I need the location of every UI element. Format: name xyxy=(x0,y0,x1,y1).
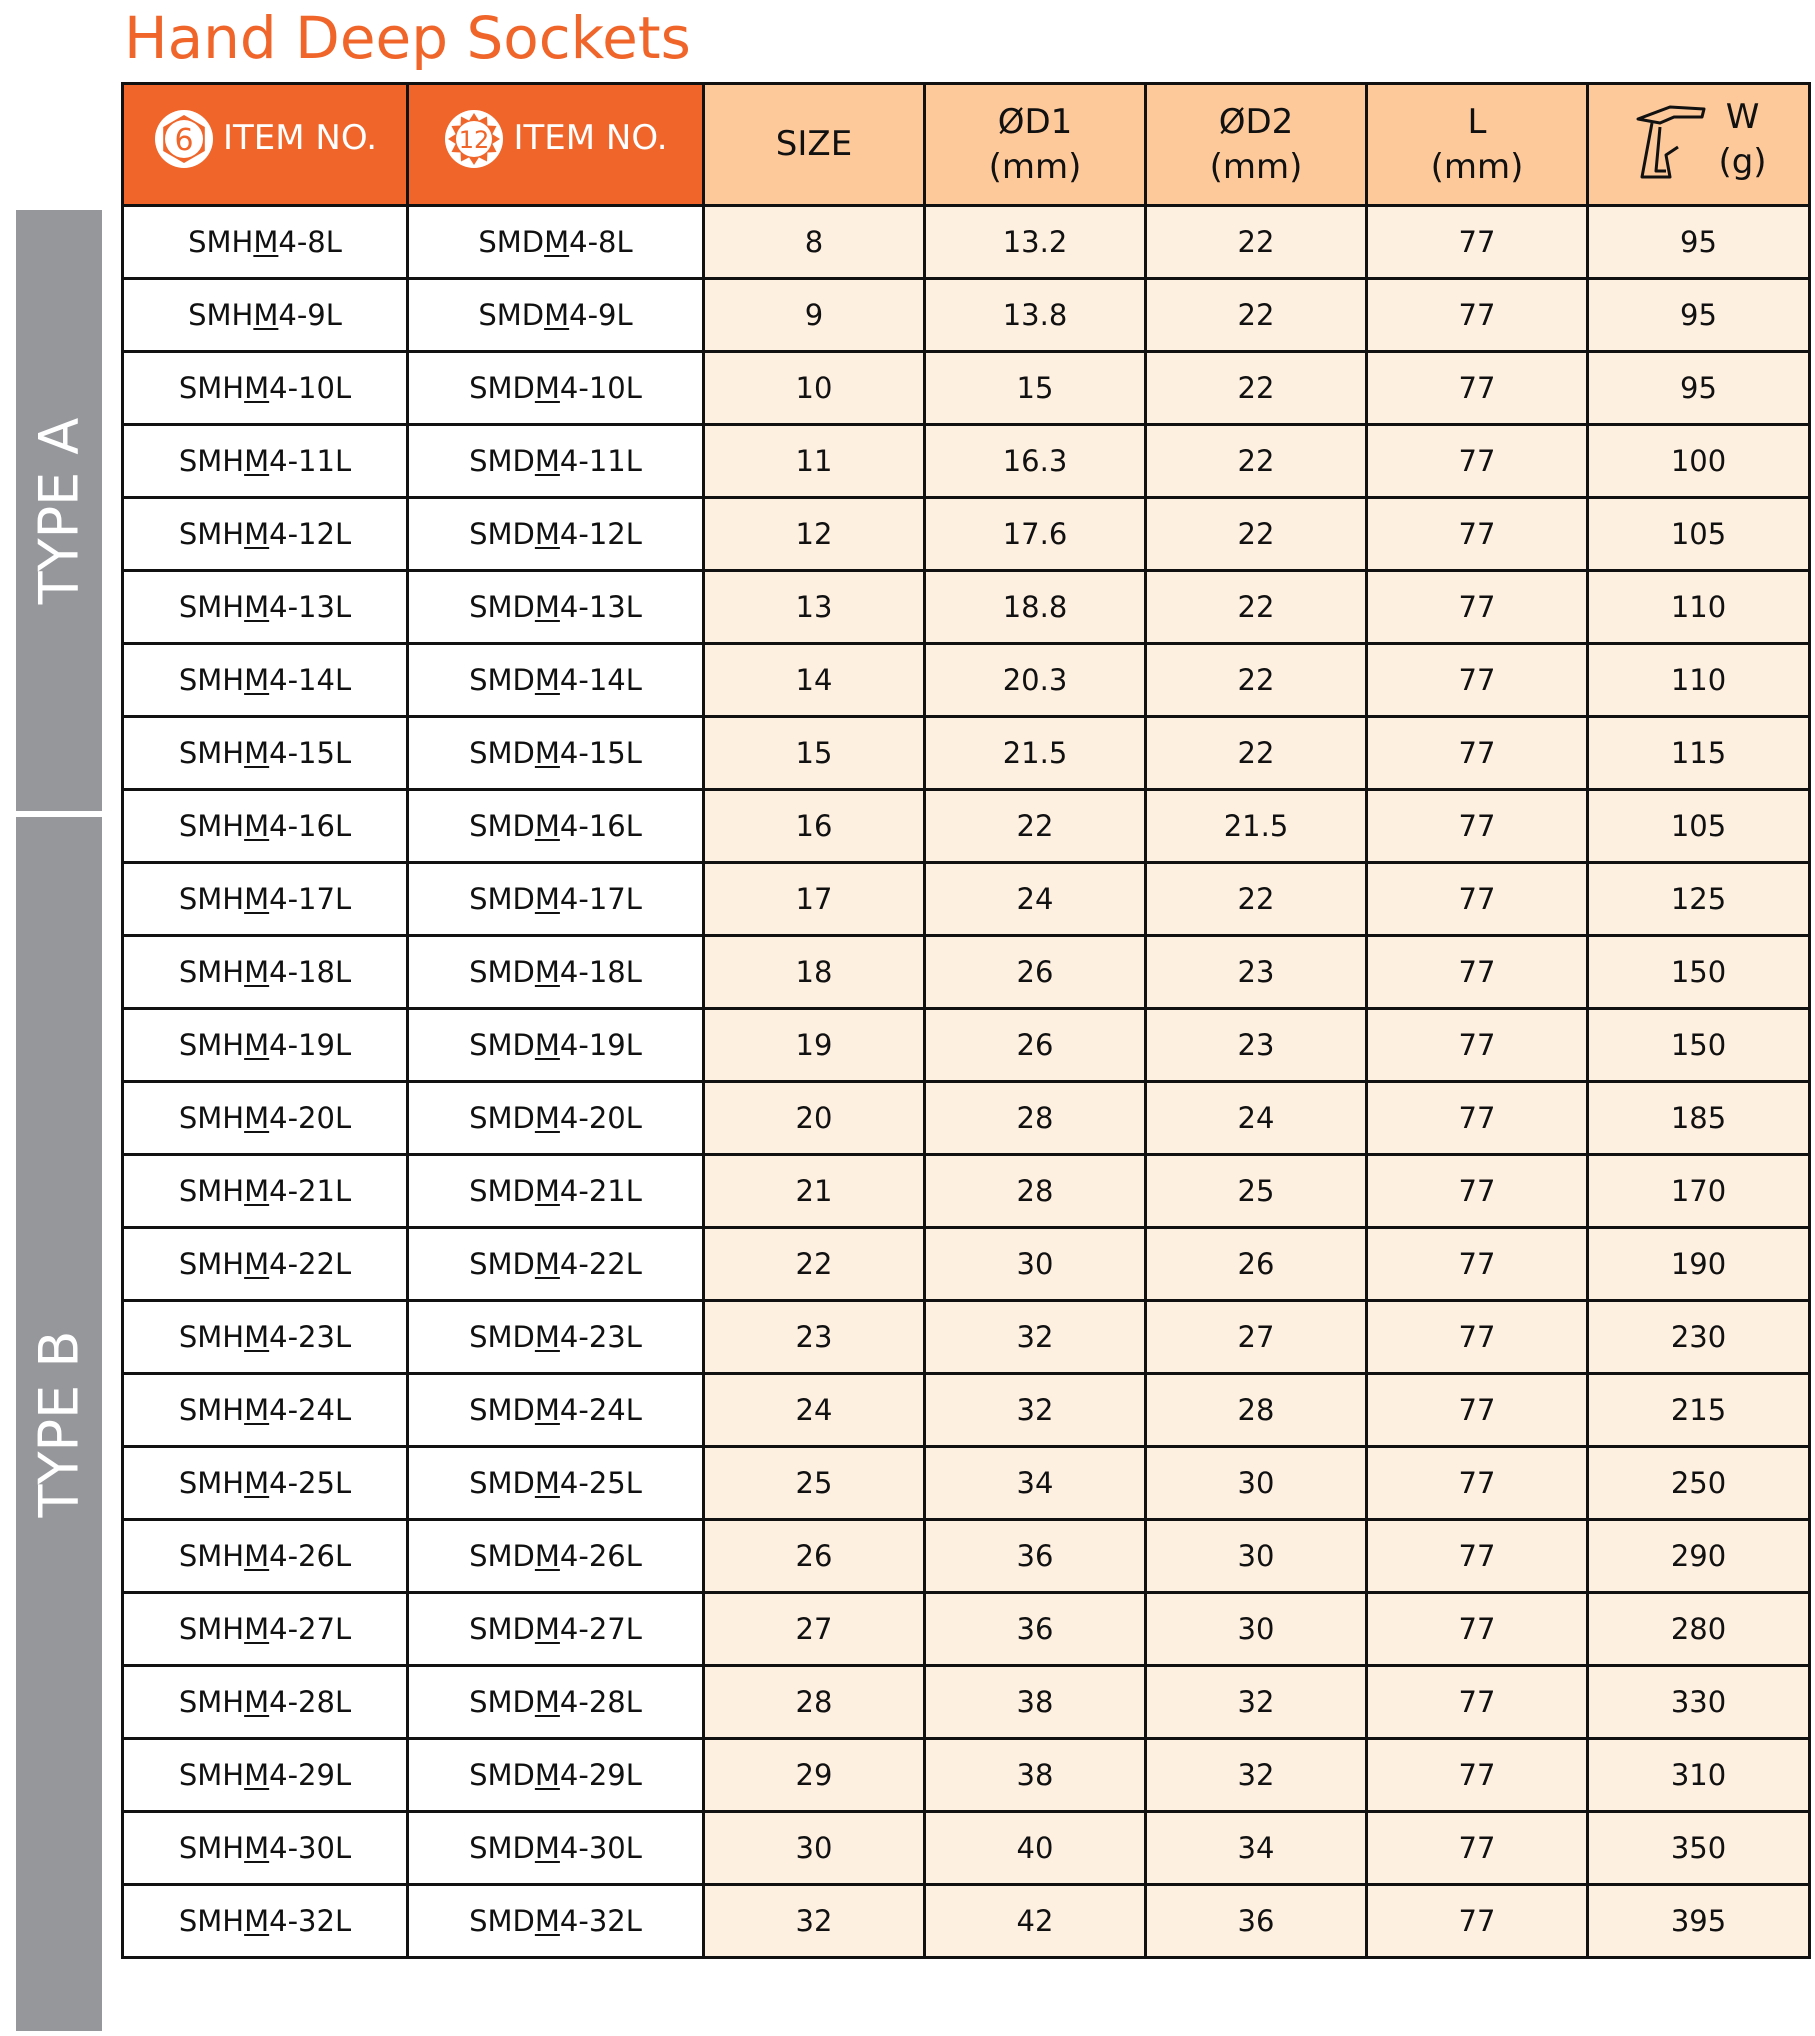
cell-size: 17 xyxy=(704,863,925,936)
cell-hex6 xyxy=(123,352,408,425)
cell-d1: 26 xyxy=(925,936,1146,1009)
item-number: SMDM4-16L xyxy=(469,809,642,843)
cell-hex6 xyxy=(123,498,408,571)
cell-l: 77 xyxy=(1367,1666,1588,1739)
d1-header-unit: (mm) xyxy=(988,146,1082,187)
item-number: SMDM4-18L xyxy=(469,955,642,989)
cell-bihex12 xyxy=(408,936,704,1009)
item-number: SMDM4-24L xyxy=(469,1393,642,1427)
cell-d2: 23 xyxy=(1146,936,1367,1009)
cell-d1: 13.2 xyxy=(925,206,1146,279)
cell-w: 310 xyxy=(1588,1739,1810,1812)
cell-d1: 28 xyxy=(925,1155,1146,1228)
table-row xyxy=(123,1374,1810,1447)
cell-d1: 38 xyxy=(925,1739,1146,1812)
cell-size: 11 xyxy=(704,425,925,498)
table-row xyxy=(123,1812,1810,1885)
cell-w: 185 xyxy=(1588,1082,1810,1155)
cell-hex6 xyxy=(123,936,408,1009)
cell-d2: 22 xyxy=(1146,863,1367,936)
table-row xyxy=(123,863,1810,936)
cell-w: 230 xyxy=(1588,1301,1810,1374)
cell-bihex12 xyxy=(408,352,704,425)
item-number: SMHM4-23L xyxy=(178,1320,352,1354)
table-row xyxy=(123,571,1810,644)
cell-d1: 28 xyxy=(925,1082,1146,1155)
cell-w: 105 xyxy=(1588,790,1810,863)
item-number: SMDM4-32L xyxy=(469,1904,642,1938)
item-number: SMHM4-32L xyxy=(178,1904,352,1938)
table-body xyxy=(123,206,1810,1958)
table-row xyxy=(123,1520,1810,1593)
item-number: SMHM4-12L xyxy=(178,517,352,551)
cell-bihex12 xyxy=(408,1082,704,1155)
cell-hex6 xyxy=(123,1301,408,1374)
cell-d1: 21.5 xyxy=(925,717,1146,790)
cell-bihex12 xyxy=(408,790,704,863)
scale-icon xyxy=(1630,97,1708,183)
hex6-badge-number: 6 xyxy=(174,122,194,158)
cell-d2: 22 xyxy=(1146,206,1367,279)
table-row xyxy=(123,1447,1810,1520)
item-number: SMDM4-14L xyxy=(469,663,642,697)
bihex12-item-header xyxy=(408,84,704,206)
cell-bihex12 xyxy=(408,1885,704,1958)
cell-hex6 xyxy=(123,863,408,936)
table-row xyxy=(123,352,1810,425)
item-number: SMHM4-20L xyxy=(178,1101,352,1135)
cell-size: 16 xyxy=(704,790,925,863)
cell-size: 29 xyxy=(704,1739,925,1812)
cell-bihex12 xyxy=(408,1009,704,1082)
cell-d2: 21.5 xyxy=(1146,790,1367,863)
l-header-unit: (mm) xyxy=(1430,146,1524,187)
cell-d1: 40 xyxy=(925,1812,1146,1885)
cell-hex6 xyxy=(123,571,408,644)
hex6-item-label: ITEM NO. xyxy=(222,118,378,158)
cell-w: 290 xyxy=(1588,1520,1810,1593)
item-number: SMDM4-15L xyxy=(469,736,642,770)
cell-d2: 32 xyxy=(1146,1666,1367,1739)
cell-l: 77 xyxy=(1367,863,1588,936)
table-row xyxy=(123,498,1810,571)
cell-d2: 22 xyxy=(1146,279,1367,352)
cell-size: 24 xyxy=(704,1374,925,1447)
bihex12-item-label: ITEM NO. xyxy=(513,118,668,158)
cell-size: 22 xyxy=(704,1228,925,1301)
cell-d1: 30 xyxy=(925,1228,1146,1301)
item-number: SMDM4-21L xyxy=(469,1174,642,1208)
cell-bihex12 xyxy=(408,717,704,790)
d2-header xyxy=(1146,84,1367,206)
cell-d2: 22 xyxy=(1146,644,1367,717)
item-number: SMHM4-14L xyxy=(178,663,352,697)
table-row xyxy=(123,1082,1810,1155)
cell-size: 26 xyxy=(704,1520,925,1593)
item-number: SMDM4-19L xyxy=(469,1028,642,1062)
cell-bihex12 xyxy=(408,1447,704,1520)
cell-d1: 15 xyxy=(925,352,1146,425)
item-number: SMHM4-30L xyxy=(178,1831,352,1865)
cell-w: 350 xyxy=(1588,1812,1810,1885)
table-row xyxy=(123,790,1810,863)
w-header-label: W xyxy=(1725,96,1760,137)
cell-w: 280 xyxy=(1588,1593,1810,1666)
item-number: SMDM4-9L xyxy=(478,298,633,332)
cell-bihex12 xyxy=(408,1228,704,1301)
cell-hex6 xyxy=(123,1885,408,1958)
cell-bihex12 xyxy=(408,1520,704,1593)
hex-6-point-icon xyxy=(153,108,215,170)
cell-size: 30 xyxy=(704,1812,925,1885)
item-number: SMHM4-16L xyxy=(178,809,352,843)
cell-d1: 36 xyxy=(925,1593,1146,1666)
item-number: SMDM4-17L xyxy=(469,882,642,916)
cell-l: 77 xyxy=(1367,1374,1588,1447)
bihex12-badge-number: 12 xyxy=(459,125,490,154)
l-header-label: L xyxy=(1467,101,1487,142)
item-number: SMDM4-20L xyxy=(469,1101,642,1135)
cell-bihex12 xyxy=(408,1666,704,1739)
cell-hex6 xyxy=(123,206,408,279)
cell-d1: 32 xyxy=(925,1374,1146,1447)
item-number: SMHM4-19L xyxy=(178,1028,352,1062)
item-number: SMDM4-27L xyxy=(469,1612,642,1646)
item-number: SMHM4-8L xyxy=(188,225,342,259)
item-number: SMHM4-15L xyxy=(178,736,352,770)
item-number: SMHM4-25L xyxy=(178,1466,352,1500)
socket-spec-table xyxy=(121,82,1811,1959)
cell-w: 215 xyxy=(1588,1374,1810,1447)
item-number: SMHM4-10L xyxy=(178,371,352,405)
cell-l: 77 xyxy=(1367,352,1588,425)
cell-d2: 22 xyxy=(1146,571,1367,644)
cell-d1: 17.6 xyxy=(925,498,1146,571)
l-header xyxy=(1367,84,1588,206)
table-row xyxy=(123,1666,1810,1739)
cell-l: 77 xyxy=(1367,1885,1588,1958)
table-row xyxy=(123,425,1810,498)
cell-bihex12 xyxy=(408,279,704,352)
type-a-label: TYPE A xyxy=(27,417,91,604)
w-header xyxy=(1588,84,1810,206)
table-row xyxy=(123,1301,1810,1374)
cell-d1: 16.3 xyxy=(925,425,1146,498)
cell-hex6 xyxy=(123,1155,408,1228)
cell-d1: 24 xyxy=(925,863,1146,936)
cell-d2: 22 xyxy=(1146,352,1367,425)
item-number: SMHM4-29L xyxy=(178,1758,352,1792)
item-number: SMHM4-24L xyxy=(178,1393,352,1427)
table-row xyxy=(123,206,1810,279)
item-number: SMDM4-23L xyxy=(469,1320,642,1354)
cell-w: 170 xyxy=(1588,1155,1810,1228)
cell-l: 77 xyxy=(1367,644,1588,717)
cell-size: 9 xyxy=(704,279,925,352)
cell-l: 77 xyxy=(1367,1301,1588,1374)
d1-header xyxy=(925,84,1146,206)
cell-l: 77 xyxy=(1367,717,1588,790)
item-number: SMDM4-25L xyxy=(469,1466,642,1500)
item-number: SMHM4-27L xyxy=(178,1612,352,1646)
table-row xyxy=(123,936,1810,1009)
table-row xyxy=(123,1885,1810,1958)
cell-d2: 30 xyxy=(1146,1447,1367,1520)
cell-hex6 xyxy=(123,1739,408,1812)
item-number: SMHM4-26L xyxy=(178,1539,352,1573)
cell-l: 77 xyxy=(1367,1228,1588,1301)
table-row xyxy=(123,644,1810,717)
w-header-unit: (g) xyxy=(1718,141,1767,182)
cell-size: 21 xyxy=(704,1155,925,1228)
cell-bihex12 xyxy=(408,1593,704,1666)
cell-w: 330 xyxy=(1588,1666,1810,1739)
cell-d2: 24 xyxy=(1146,1082,1367,1155)
cell-size: 13 xyxy=(704,571,925,644)
cell-size: 19 xyxy=(704,1009,925,1082)
cell-l: 77 xyxy=(1367,1009,1588,1082)
cell-l: 77 xyxy=(1367,790,1588,863)
cell-size: 27 xyxy=(704,1593,925,1666)
cell-d2: 30 xyxy=(1146,1593,1367,1666)
cell-hex6 xyxy=(123,425,408,498)
d1-header-label: ØD1 xyxy=(997,101,1073,142)
item-number: SMHM4-21L xyxy=(178,1174,352,1208)
cell-d1: 42 xyxy=(925,1885,1146,1958)
cell-w: 95 xyxy=(1588,279,1810,352)
type-b-bar xyxy=(16,817,102,2031)
cell-d2: 26 xyxy=(1146,1228,1367,1301)
cell-w: 105 xyxy=(1588,498,1810,571)
cell-bihex12 xyxy=(408,571,704,644)
cell-d2: 27 xyxy=(1146,1301,1367,1374)
cell-l: 77 xyxy=(1367,498,1588,571)
cell-hex6 xyxy=(123,717,408,790)
d2-header-unit: (mm) xyxy=(1209,146,1303,187)
cell-l: 77 xyxy=(1367,1082,1588,1155)
item-number: SMDM4-11L xyxy=(469,444,642,478)
cell-d2: 32 xyxy=(1146,1739,1367,1812)
cell-d2: 28 xyxy=(1146,1374,1367,1447)
cell-hex6 xyxy=(123,1666,408,1739)
table-row xyxy=(123,1593,1810,1666)
item-number: SMDM4-12L xyxy=(469,517,642,551)
table-header-row xyxy=(123,84,1810,206)
cell-size: 10 xyxy=(704,352,925,425)
cell-bihex12 xyxy=(408,206,704,279)
cell-size: 14 xyxy=(704,644,925,717)
page-title: Hand Deep Sockets xyxy=(124,4,691,72)
cell-size: 32 xyxy=(704,1885,925,1958)
cell-l: 77 xyxy=(1367,425,1588,498)
item-number: SMHM4-13L xyxy=(178,590,352,624)
size-header xyxy=(704,84,925,206)
table-row xyxy=(123,717,1810,790)
cell-l: 77 xyxy=(1367,1812,1588,1885)
table-row xyxy=(123,1739,1810,1812)
cell-d1: 38 xyxy=(925,1666,1146,1739)
item-number: SMDM4-8L xyxy=(478,225,633,259)
table-row xyxy=(123,1228,1810,1301)
cell-d2: 36 xyxy=(1146,1885,1367,1958)
cell-l: 77 xyxy=(1367,936,1588,1009)
cell-d1: 34 xyxy=(925,1447,1146,1520)
cell-l: 77 xyxy=(1367,1155,1588,1228)
cell-w: 250 xyxy=(1588,1447,1810,1520)
cell-size: 8 xyxy=(704,206,925,279)
bihex-12-point-icon xyxy=(443,108,505,170)
cell-size: 15 xyxy=(704,717,925,790)
cell-l: 77 xyxy=(1367,1593,1588,1666)
cell-l: 77 xyxy=(1367,1520,1588,1593)
cell-w: 150 xyxy=(1588,1009,1810,1082)
cell-l: 77 xyxy=(1367,571,1588,644)
table-row xyxy=(123,279,1810,352)
d2-header-label: ØD2 xyxy=(1218,101,1294,142)
cell-w: 110 xyxy=(1588,571,1810,644)
table-row xyxy=(123,1155,1810,1228)
cell-w: 100 xyxy=(1588,425,1810,498)
cell-l: 77 xyxy=(1367,1739,1588,1812)
cell-d1: 18.8 xyxy=(925,571,1146,644)
cell-size: 28 xyxy=(704,1666,925,1739)
cell-d2: 22 xyxy=(1146,425,1367,498)
cell-d2: 23 xyxy=(1146,1009,1367,1082)
cell-w: 95 xyxy=(1588,206,1810,279)
item-number: SMDM4-29L xyxy=(469,1758,642,1792)
cell-bihex12 xyxy=(408,1374,704,1447)
cell-d1: 26 xyxy=(925,1009,1146,1082)
type-a-bar xyxy=(16,210,102,811)
cell-size: 25 xyxy=(704,1447,925,1520)
hex6-item-header xyxy=(123,84,408,206)
cell-w: 150 xyxy=(1588,936,1810,1009)
cell-d2: 34 xyxy=(1146,1812,1367,1885)
item-number: SMDM4-10L xyxy=(469,371,642,405)
cell-hex6 xyxy=(123,279,408,352)
cell-size: 23 xyxy=(704,1301,925,1374)
cell-bihex12 xyxy=(408,863,704,936)
cell-size: 20 xyxy=(704,1082,925,1155)
cell-hex6 xyxy=(123,790,408,863)
item-number: SMHM4-18L xyxy=(178,955,352,989)
cell-w: 125 xyxy=(1588,863,1810,936)
cell-hex6 xyxy=(123,1447,408,1520)
cell-w: 395 xyxy=(1588,1885,1810,1958)
cell-l: 77 xyxy=(1367,1447,1588,1520)
cell-bihex12 xyxy=(408,425,704,498)
item-number: SMDM4-26L xyxy=(469,1539,642,1573)
cell-w: 190 xyxy=(1588,1228,1810,1301)
item-number: SMHM4-22L xyxy=(178,1247,352,1281)
cell-d1: 13.8 xyxy=(925,279,1146,352)
cell-hex6 xyxy=(123,1082,408,1155)
cell-size: 18 xyxy=(704,936,925,1009)
cell-d2: 22 xyxy=(1146,717,1367,790)
cell-bihex12 xyxy=(408,1812,704,1885)
cell-size: 12 xyxy=(704,498,925,571)
cell-d2: 22 xyxy=(1146,498,1367,571)
cell-bihex12 xyxy=(408,644,704,717)
cell-hex6 xyxy=(123,1593,408,1666)
cell-w: 95 xyxy=(1588,352,1810,425)
cell-w: 115 xyxy=(1588,717,1810,790)
cell-bihex12 xyxy=(408,1301,704,1374)
item-number: SMHM4-28L xyxy=(178,1685,352,1719)
cell-hex6 xyxy=(123,644,408,717)
cell-d1: 20.3 xyxy=(925,644,1146,717)
cell-hex6 xyxy=(123,1374,408,1447)
item-number: SMDM4-28L xyxy=(469,1685,642,1719)
cell-d1: 36 xyxy=(925,1520,1146,1593)
cell-bihex12 xyxy=(408,1739,704,1812)
item-number: SMDM4-30L xyxy=(469,1831,642,1865)
item-number: SMHM4-11L xyxy=(178,444,352,478)
cell-l: 77 xyxy=(1367,206,1588,279)
table-row xyxy=(123,1009,1810,1082)
item-number: SMDM4-13L xyxy=(469,590,642,624)
size-header-label: SIZE xyxy=(775,124,853,164)
cell-d2: 30 xyxy=(1146,1520,1367,1593)
cell-hex6 xyxy=(123,1009,408,1082)
cell-hex6 xyxy=(123,1812,408,1885)
cell-bihex12 xyxy=(408,498,704,571)
cell-hex6 xyxy=(123,1228,408,1301)
cell-bihex12 xyxy=(408,1155,704,1228)
cell-d2: 25 xyxy=(1146,1155,1367,1228)
type-b-label: TYPE B xyxy=(27,1330,91,1518)
item-number: SMHM4-9L xyxy=(188,298,342,332)
cell-d1: 32 xyxy=(925,1301,1146,1374)
cell-l: 77 xyxy=(1367,279,1588,352)
item-number: SMHM4-17L xyxy=(178,882,352,916)
cell-hex6 xyxy=(123,1520,408,1593)
cell-d1: 22 xyxy=(925,790,1146,863)
cell-w: 110 xyxy=(1588,644,1810,717)
item-number: SMDM4-22L xyxy=(469,1247,642,1281)
